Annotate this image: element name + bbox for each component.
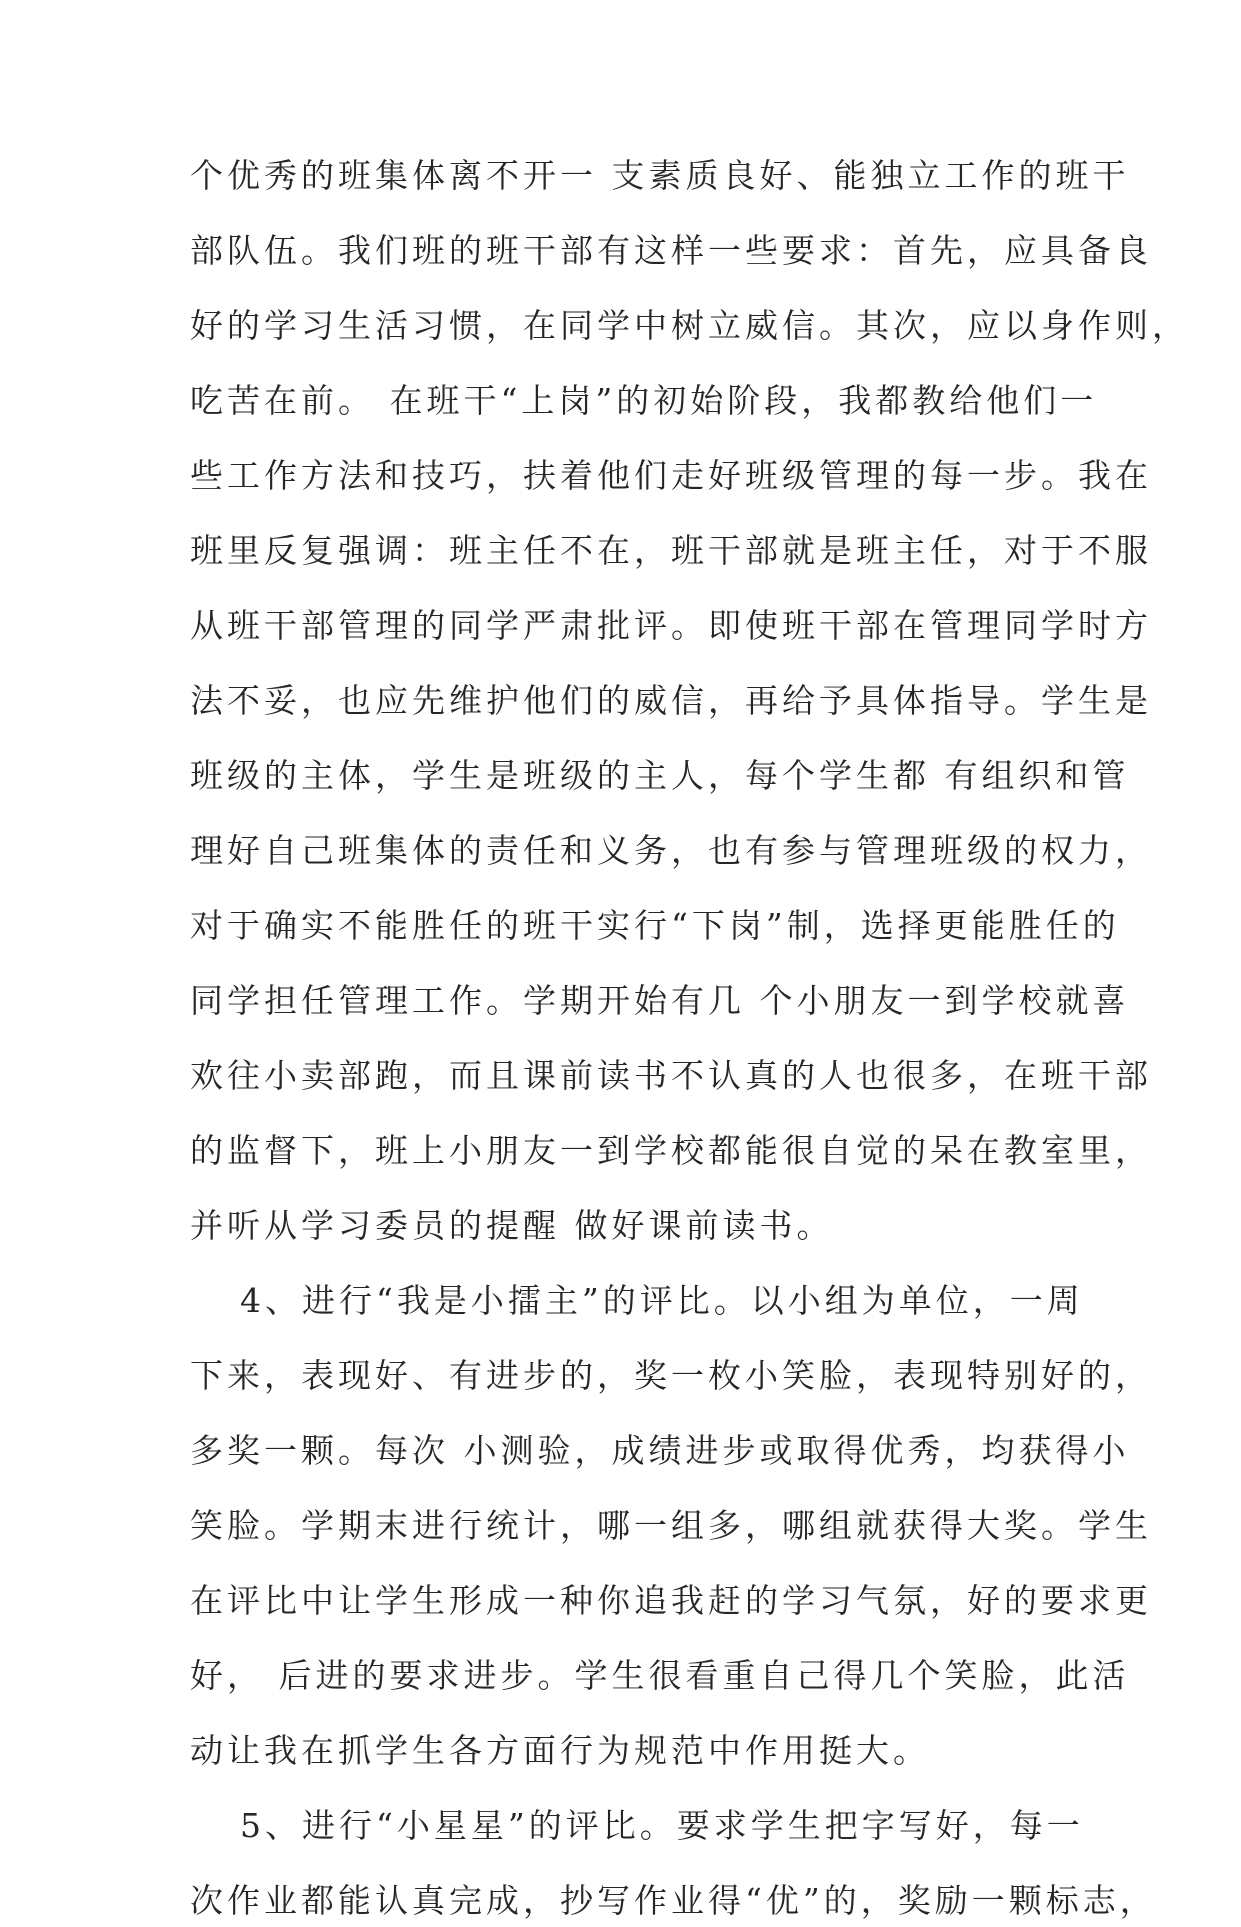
text-line: 欢往小卖部跑，而且课前读书不认真的人也很多，在班干部 xyxy=(190,1056,1152,1095)
text-line: 的监督下，班上小朋友一到学校都能很自觉的呆在教室里， xyxy=(190,1131,1152,1170)
text-line: 同学担任管理工作。学期开始有几 个小朋友一到学校就喜 xyxy=(190,981,1130,1020)
text-line: 动让我在抓学生各方面行为规范中作用挺大。 xyxy=(190,1731,930,1770)
text-line: 个优秀的班集体离不开一 支素质良好、能独立工作的班干 xyxy=(190,156,1130,195)
text-line: 班里反复强调：班主任不在，班干部就是班主任，对于不服 xyxy=(190,531,1152,570)
text-line: 次作业都能认真完成，抄写作业得“优”的，奖励一颗标志， xyxy=(190,1881,1157,1920)
paragraph-4-first-line: 4、进行“我是小擂主”的评比。以小组为单位，一周 xyxy=(240,1281,1084,1320)
text-line: 些工作方法和技巧，扶着他们走好班级管理的每一步。我在 xyxy=(190,456,1152,495)
text-line: 对于确实不能胜任的班干实行“下岗”制，选择更能胜任的 xyxy=(190,906,1120,945)
text-line: 在评比中让学生形成一种你追我赶的学习气氛，好的要求更 xyxy=(190,1581,1152,1620)
text-line: 理好自己班集体的责任和义务，也有参与管理班级的权力， xyxy=(190,831,1152,870)
text-line: 法不妥，也应先维护他们的威信，再给予具体指导。学生是 xyxy=(190,681,1152,720)
text-line: 班级的主体，学生是班级的主人，每个学生都 有组织和管 xyxy=(190,756,1130,795)
text-line: 部队伍。我们班的班干部有这样一些要求：首先，应具备良 xyxy=(190,231,1152,270)
text-line: 从班干部管理的同学严肃批评。即使班干部在管理同学时方 xyxy=(190,606,1152,645)
text-line: 并听从学习委员的提醒 做好课前读书。 xyxy=(190,1206,834,1245)
paragraph-5-first-line: 5、进行“小星星”的评比。要求学生把字写好，每一 xyxy=(240,1806,1084,1845)
text-line: 笑脸。学期末进行统计，哪一组多，哪组就获得大奖。学生 xyxy=(190,1506,1152,1545)
text-line: 好的学习生活习惯，在同学中树立威信。其次，应以身作则， xyxy=(190,306,1189,345)
text-line: 多奖一颗。每次 小测验，成绩进步或取得优秀，均获得小 xyxy=(190,1431,1130,1470)
text-line: 下来，表现好、有进步的，奖一枚小笑脸，表现特别好的， xyxy=(190,1356,1152,1395)
body-text xyxy=(190,150,1189,1927)
text-line: 吃苦在前。 在班干“上岗”的初始阶段，我都教给他们一 xyxy=(190,381,1098,420)
text-line: 好， 后进的要求进步。学生很看重自己得几个笑脸，此活 xyxy=(190,1656,1130,1695)
